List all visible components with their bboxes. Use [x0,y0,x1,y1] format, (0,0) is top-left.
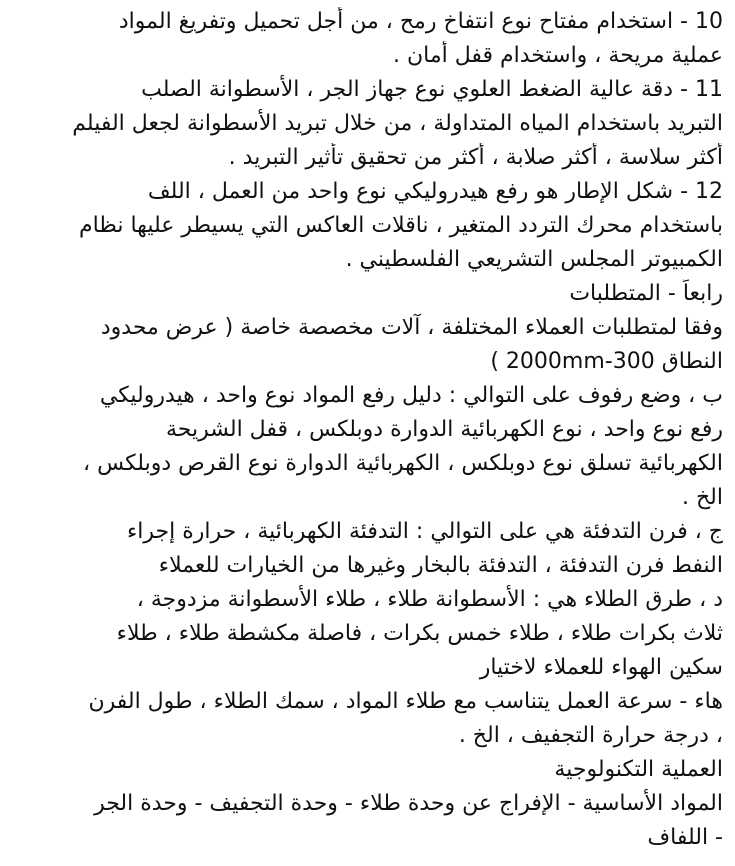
text-line-7: باستخدام محرك التردد المتغير ، ناقلات العاكس التي يسيطر عليها نظام [78,213,723,238]
text-line-21: هاء - سرعة العمل يتناسب مع طلاء المواد ، سمك الطلاء ، طول الفرن [88,689,723,714]
text-line-25: - اللفاف [647,825,723,850]
text-line-12: ب ، وضع رفوف على التوالي : دليل رفع المواد نوع واحد ، هيدروليكي [99,383,723,408]
text-line-11: النطاق 300-2000mm ) [490,349,723,374]
text-line-20: سكين الهواء للعملاء لاختيار [479,655,723,680]
section-heading-requirements: رابعاً - المتطلبات [569,281,723,306]
section-heading-process: العملية التكنولوجية [554,757,723,782]
text-line-5: أكثر سلاسة ، أكثر صلابة ، أكثر من تحقيق تأثير التبريد . [228,145,723,170]
text-line-13: رفع نوع واحد ، نوع الكهربائية الدوارة دوبلكس ، قفل الشريحة [165,417,723,442]
text-line-24: المواد الأساسية - الإفراج عن وحدة طلاء - وحدة التجفيف - وحدة الجر [94,791,723,816]
text-line-1: 10 - استخدام مفتاح نوع انتفاخ رمح ، من أجل تحميل وتفريغ المواد [118,9,723,34]
text-line-10: وفقا لمتطلبات العملاء المختلفة ، آلات مخصصة خاصة ( عرض محدود [100,315,723,340]
text-line-17: النفط فرن التدفئة ، التدفئة بالبخار وغيرها من الخيارات للعملاء [158,553,723,578]
text-line-18: د ، طرق الطلاء هي : الأسطوانة طلاء ، طلاء الأسطوانة مزدوجة ، [136,587,723,612]
text-line-4: التبريد باستخدام المياه المتداولة ، من خلال تبريد الأسطوانة لجعل الفيلم [72,111,723,136]
text-line-19: ثلاث بكرات طلاء ، طلاء خمس بكرات ، فاصلة مكشطة طلاء ، طلاء [116,621,723,646]
text-line-8: الكمبيوتر المجلس التشريعي الفلسطيني . [345,247,723,272]
text-line-6: 12 - شكل الإطار هو رفع هيدروليكي نوع واحد من العمل ، اللف [147,179,723,204]
text-line-16: ج ، فرن التدفئة هي على التوالي : التدفئة الكهربائية ، حرارة إجراء [126,519,723,544]
text-line-14: الكهربائية تسلق نوع دوبلكس ، الكهربائية الدوارة نوع القرص دوبلكس ، [83,451,723,476]
text-line-22: ، درجة حرارة التجفيف ، الخ . [458,723,723,748]
text-line-2: عملية مريحة ، واستخدام قفل أمان . [392,43,723,68]
text-line-15: الخ . [681,485,723,510]
text-line-3: 11 - دقة عالية الضغط العلوي نوع جهاز الجر ، الأسطوانة الصلب [141,77,723,102]
